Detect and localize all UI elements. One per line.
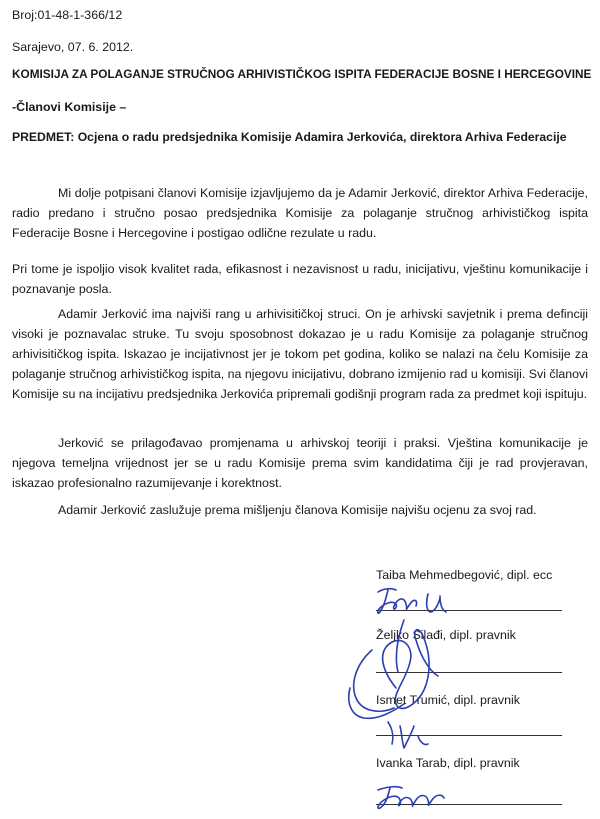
reference-number: Broj:01-48-1-366/12 bbox=[12, 8, 123, 22]
signature-2-loop bbox=[354, 650, 394, 711]
subject-text: Ocjena o radu predsjednika Komisije Adamira Jerkovića, direktora Arhiva Federacije bbox=[77, 130, 567, 144]
signatory-3-name: Ismet Trumić, dipl. pravnik bbox=[376, 693, 520, 707]
recipient: KOMISIJA ZA POLAGANJE STRUČNOG ARHIVISTIČKOG ISPITA FEDERACIJE BOSNE I HERCEGOVINE bbox=[12, 67, 592, 81]
signature-4-scribble bbox=[378, 787, 444, 809]
signature-2-scribble bbox=[349, 620, 438, 718]
signature-3-scribble bbox=[388, 722, 428, 748]
paragraph-1: Mi dolje potpisani članovi Komisije izjavljujemo da je Adamir Jerković, direktor Arhiva Federacije, radio predano i stručno posao predsjednika Komisije za polaganje stručnog arhivističkog ispita Federacije Bosne i Hercegovine i postigao odlične rezulate u radu. bbox=[12, 186, 588, 240]
paragraph-2: Pri tome je ispoljio visok kvalitet rada, efikasnost i nezavisnost u radu, inicijativu, vještinu komunikacije i poznavanje posla. bbox=[12, 262, 588, 296]
signatory-4-name: Ivanka Tarab, dipl. pravnik bbox=[376, 756, 520, 770]
signatory-2-name: Željko Silađi, dipl. pravnik bbox=[376, 628, 516, 642]
paragraph-4: Jerković se prilagođavao promjenama u arhivskoj teoriji i praksi. Vještina komunikacije je njegova temeljna vrijednost jer se u radu Komisije prema svim kandidatima čiji je rad provjeravan, iskazao profesionalno razumijevanje i korektnost. bbox=[12, 436, 588, 490]
recipient-sub: -Članovi Komisije – bbox=[12, 100, 127, 114]
paragraph-3: Adamir Jerković ima najviši rang u arhivisitičkoj struci. On je arhivski savjetnik i prema definciji visoki je poznavalac struke. Tu svoju sposobnost dokazao je u radu Komisije za polaganje stručnog arhivisitičkog ispita. Iskazao je incijativnost jer je tokom pet godina, koliko se nalazi na čelu Komisije za polaganje stručnog arhivističkog ispita, na njegovu inicijativu, dobrano izmijenio rad u komisiji. Svi članovi Komisije su na incijativu predsjednika Jerkovića pripremali godišnji program rada za predmet koji ispituju. bbox=[12, 307, 588, 401]
signatory-1-name: Taiba Mehmedbegović, dipl. ecc bbox=[376, 568, 553, 582]
subject-label: PREDMET: bbox=[12, 130, 75, 144]
place-date: Sarajevo, 07. 6. 2012. bbox=[12, 40, 134, 54]
paragraph-5: Adamir Jerković zaslužuje prema mišljenju članova Komisije najvišu ocjenu za svoj rad. bbox=[58, 503, 537, 517]
signature-1-scribble bbox=[378, 589, 446, 614]
